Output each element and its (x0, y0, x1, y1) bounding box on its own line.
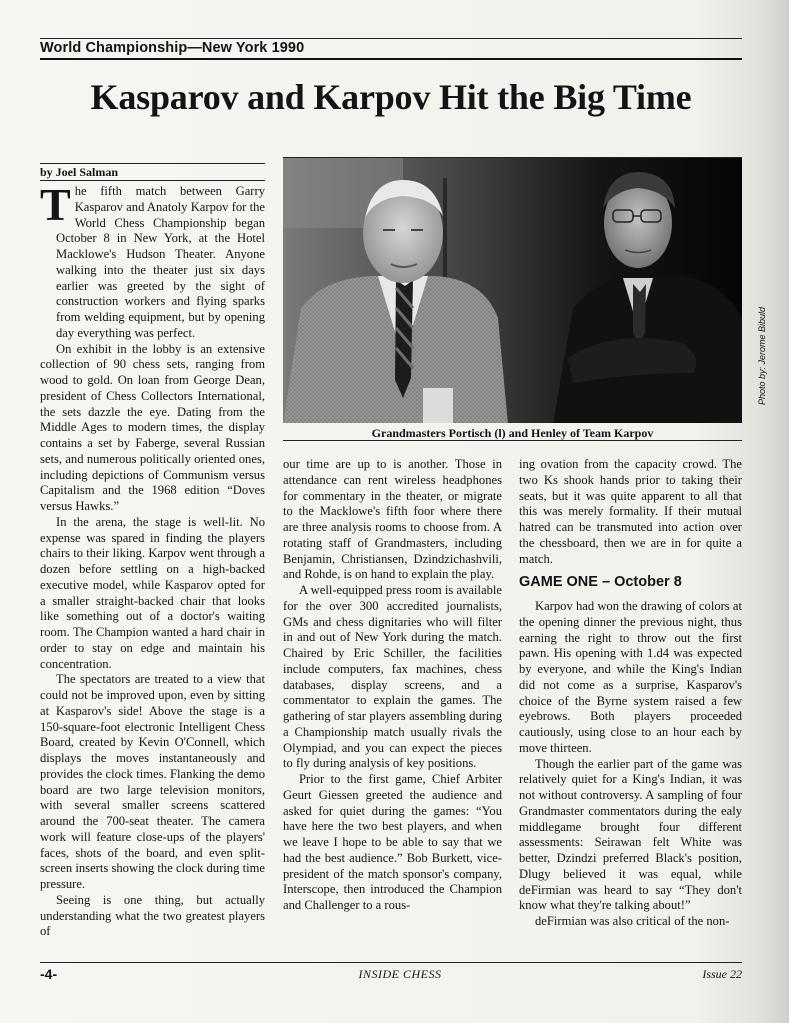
photo-caption: Grandmasters Portisch (l) and Henley of Team Karpov (371, 426, 654, 440)
paragraph: The spectators are treated to a view that could not be improved upon, even by sitting at Kasparov's side! Above the stage is a 150-square-foot electronic Intelligent Chess Board, created by Kevin O'Connell, which displays the moves instantaneously and provides the clock times. Flanking the demo board are two large television monitors, with several smaller screens scattered around the 700-seat theater. The camera work will feature close-ups of the players' faces, shots of the board, and even split-screen inserts showing the clock during time pressure. (40, 672, 265, 891)
paragraph: Though the earlier part of the game was relatively quiet for a King's Indian, it was not without controversy. A sampling of four Grandmaster commentators during the ealy middlegame brought four different assessments: Seirawan felt White was better, Dzindzi preferred Black's position, Dlugy believed it was equal, while deFirmian was heard to say “They don't know what they're talking about!” (519, 756, 742, 913)
paragraph: Seeing is one thing, but actually understanding what the two greatest players of (40, 892, 265, 939)
paragraph: A well-equipped press room is available for the over 300 accredited journalists, GMs and chess dignitaries who will filter in and out of New York during the match. Chaired by Eric Schiller, the facilities include computers, fax machines, chess databases, display screens, and a commentator to explain the games. The gathering of star players assembling during a Championship match usually rivals the Olympiad, and you can expect the pieces to fly during analysis of key positions. (283, 583, 502, 771)
byline-rule-bottom (40, 180, 265, 181)
section-subhead: GAME ONE – October 8 (519, 574, 682, 591)
article-column-2 (283, 457, 502, 914)
headline: Kasparov and Karpov Hit the Big Time (90, 77, 692, 117)
paragraph: our time are up to is another. Those in attendance can rent wireless headphones for commentary in the theater, or migrate to the Macklowe's fifth foor where there are three analysis rooms to choose from. A rotating staff of Grandmasters, including Benjamin, Christiansen, Dzindzichashvili, and Rohde, is on hand to explain the play. (283, 457, 502, 582)
paragraph: On exhibit in the lobby is an extensive collection of 90 chess sets, ranging from wood to gold. On loan from George Dean, president of Chess Collectors International, the sets dazzle the eye. Dating from the Middle Ages to modern times, the display contains a set by Faberge, several Russian sets, and numerous politically oriented ones, including depictions of Communism versus Capitalism and the 1968 edition “Doves versus Hawks.” (40, 341, 265, 513)
photo-image (283, 158, 742, 423)
drop-cap: T (40, 179, 71, 230)
article-column-1 (40, 179, 265, 940)
photo (283, 157, 742, 423)
byline: by Joel Salman (40, 165, 119, 179)
issue-number: Issue 22 (702, 967, 742, 981)
paragraph: deFirmian was also critical of the non- (535, 914, 730, 928)
byline-rule-top (40, 163, 265, 164)
paragraph: Karpov had won the drawing of colors at the opening dinner the previous night, thus earning the right to throw out the first pawn. His opening with 1.d4 was expected by everyone, and while the King's Indian did not come as a surprise, Kasparov's choice of the Byrne system raised a few eyebrows. Both players proceeded cautiously, using close to an hour each by move thirteen. (519, 599, 742, 755)
paragraph: The fifth match between Garry Kasparov and Anatoly Karpov for the World Chess Championship began October 8 in New York, at the Hotel Macklowe's Hudson Theater. Anyone walking into the theater just six days earlier was greeted by the sight of construction workers and flying sparks from welding equipment, but by opening day everything was perfect. (40, 179, 265, 340)
caption-rule (283, 440, 742, 441)
magazine-name: INSIDE CHESS (358, 967, 442, 981)
photo-credit: Photo by: Jerome Bibuld (757, 306, 767, 405)
article-column-3 (519, 457, 742, 930)
paragraph: ing ovation from the capacity crowd. The two Ks shook hands prior to taking their seats, but it was quite apparent to all that this was merely formality. If their mutual hatred can be transmuted into action over the chessboard, then we are in for quite a match. (519, 457, 742, 566)
section-kicker: World Championship—New York 1990 (40, 40, 305, 56)
page-number: -4- (40, 966, 58, 982)
top-rule (40, 38, 742, 39)
footer-rule (40, 962, 742, 963)
kicker-rule (40, 58, 742, 60)
paragraph: Prior to the first game, Chief Arbiter Geurt Giessen greeted the audience and asked for quiet during the games: “You have here the two best players, and when we leave I hope to be able to say that we had the best audience.” Bob Burkett, vice-president of the match sponsor's company, Interscope, then introduced the Champion and Challenger to a rous- (283, 772, 502, 912)
paragraph: In the arena, the stage is well-lit. No expense was spared in finding the players chairs to their liking. Karpov went through a dozen before settling on a high-backed executive model, while Kasparov opted for a smaller straight-backed chair that looks like something out of a doctor's waiting room. The Champion wanted a hard chair in order to stay on edge and maintain his concentration. (40, 514, 265, 671)
